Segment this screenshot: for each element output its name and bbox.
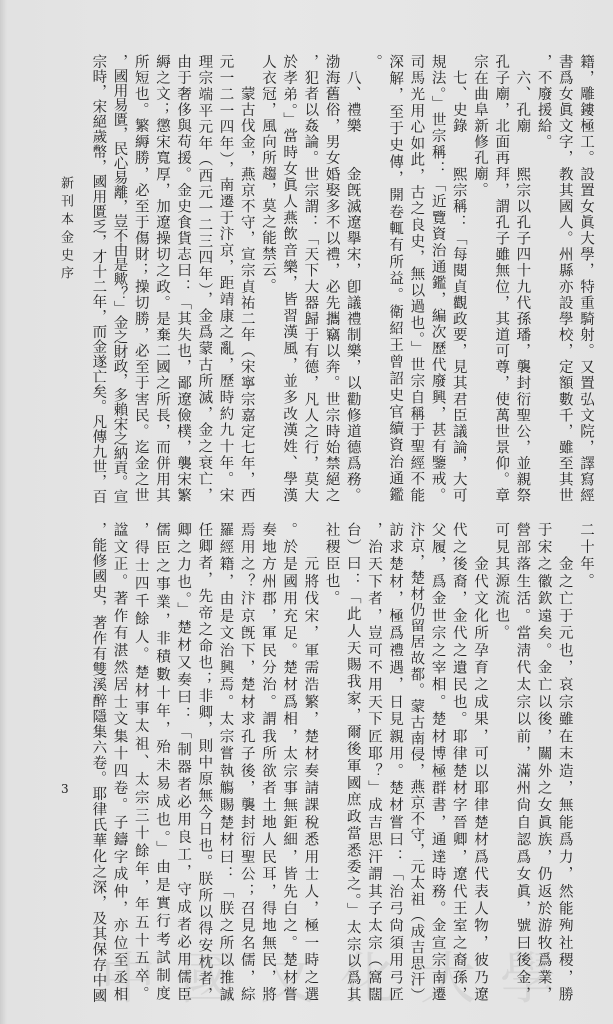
text-column: 理宗端平元年（西元一二三四年），金爲蒙古所滅，金之衰亡，	[196, 54, 213, 504]
text-column: 元一二一四年），南遷于汴京，距靖康之亂，歷時約九十年。宋	[217, 54, 234, 504]
text-column: 二十年。	[578, 522, 594, 591]
text-column: ，治天下者，豈可不用天下匠耶？」成吉思汗謂其子太宗（窩闊	[365, 522, 382, 1004]
text-column: 焉用之？汴京旣下，楚材求孔子後，襲封衍聖公；召見名儒，綜	[238, 522, 255, 1004]
text-column: 孔子廟，北面再拜，謂孔子雖無位，其道可尊，使萬世景仰。章	[493, 54, 510, 504]
text-column: 羅經籍，由是文治興焉。太宗嘗執觴賜楚材曰：「朕之所以推誠	[217, 522, 234, 1004]
text-column: 。	[365, 54, 382, 71]
page-number: 3	[61, 782, 69, 796]
text-column: 訪求楚材，極爲禮遇，日見親用。楚材嘗曰：「治弓尙須用弓匠	[387, 522, 404, 1004]
text-column: 奏地方州郡，軍民分治。謂我所欲者土地人民耳，得地無民，將	[259, 522, 276, 1004]
text-column: 任卿者，先帝之命也；非卿，則中原無今日也。朕所以得安枕者，	[196, 522, 213, 1004]
text-column: 於孝弟。」當時女眞人燕飲音樂，皆習漢風，並多改漢姓、學漢	[281, 54, 298, 504]
text-column: 汴京，楚材仍留居故都。蒙古南侵，燕京不守，元太祖（成吉思汗）	[408, 522, 425, 1004]
text-column: 人衣冠，風向所趨，莫之能禁云。	[259, 54, 276, 295]
text-column: ，不廢援給。	[535, 54, 552, 151]
text-column: 司馬光用心如此，古之良史，無以過也。」世宗自稱于聖經不能	[408, 54, 425, 504]
running-title: 新刊本金史序	[58, 176, 73, 284]
text-column: 儒臣之事業，非積數十年，殆未易成也。」由是實行考試制度	[153, 522, 170, 1004]
text-column: 金代文化所孕育之成果，可以耶律楚材爲代表人物，彼乃遼	[471, 522, 488, 1004]
text-column: 可見其源流也。	[493, 522, 510, 642]
upper-text-block	[87, 54, 596, 506]
text-column: ，犯者以姦論。世宗謂：「天下大器歸于有德，凡人之行，莫大	[302, 54, 319, 504]
text-column: 由于奢侈與苟援。金史食貨志曰：「其失也，鄙遼儉樸，襲宋繁	[175, 54, 192, 504]
text-column: 元將伐宋，軍需浩繁，楚材奏請課稅悉用士人，極一時之選	[302, 522, 319, 1004]
text-column: 宗在曲阜新修孔廟。	[471, 54, 488, 199]
text-column: 深解，至于史傳，開卷輒有所益。衛紹王曾詔史官續資治通鑑	[387, 54, 404, 504]
text-column: 金之亡于元也，哀宗雖在末造，無能爲力，然能殉社稷，勝	[556, 522, 573, 1004]
text-column: 代之後裔，金代之遺民也。耶律楚材字晉卿，遼代王室之裔孫，	[450, 522, 467, 1004]
text-column: 六、孔廟 熙宗以孔子四十九代孫璠，襲封衍聖公，並親祭	[514, 54, 531, 504]
text-column: 台）曰：「此人天賜我家，爾後軍國庶政當悉委之。」太宗以爲其	[344, 522, 361, 1004]
lower-text-block	[87, 522, 596, 1006]
text-column: 籍，雕鏤極工。設置女眞大學，特重騎射。又置弘文院，譯寫經	[578, 54, 594, 504]
watermark: 中國文化大學	[100, 947, 580, 1012]
text-column: 社稷臣也。	[323, 522, 340, 608]
text-column: 所短也。繁縟勝，必至于傷財；操切勝，必至于害民。迄金之世	[132, 54, 149, 504]
text-column: 八、禮樂 金旣滅遼擧宋，卽議禮制樂，以勸修道德爲務。	[344, 54, 361, 504]
text-column: 七、史錄 熙宗稱：「每閱貞觀政要，見其君臣議論，大可	[450, 54, 467, 504]
text-column: 卿之力也。」楚材又奏曰：「制器者必用良工，守成者必用儒臣	[175, 522, 192, 1004]
text-column: 渤海舊俗，男女婚娶多不以禮，必先攜竊以奔。世宗時始禁絕之	[323, 54, 340, 504]
text-column: ，國用易匱，民心易離，豈不由是歟？」金之財政，多賴宋之納貢。宣	[111, 54, 128, 504]
text-column: 蒙古伐金，燕京不守，宣宗貞祐二年（宋寧宗嘉定七年，西	[238, 54, 255, 504]
text-column: ，能修國史，著作有雙溪醉隱集六卷。耶律氏華化之深，及其保存中國	[90, 522, 107, 1004]
text-column: 縟之文；懲宋寬厚，加遼操切之政。是棄二國之所長，而併用其	[153, 54, 170, 504]
text-column: 于宋之徽欽遠矣。金亡以後，關外之女眞族，仍返於游牧爲業，	[535, 522, 552, 1004]
text-column: 宗時，宋絕歲幣，國用匱乏，才十二年，而金遂亡矣。凡傳九世，百	[90, 54, 107, 504]
text-column: 父履，爲金世宗之宰相。楚材博極群書，通達時務。金宣宗南遷	[429, 522, 446, 1004]
text-column: 書爲女眞文字，教其國人。州縣亦設學校，定額數千，雖至其世	[556, 54, 573, 504]
text-column: 。於是國用充足。楚材爲相，太宗事無鉅細，皆先白之。楚材嘗	[281, 522, 298, 1004]
text-column: 營部落生活。當淸代太宗以前，滿州尙自認爲女眞，號曰後金，	[514, 522, 531, 1004]
text-column: 規法。」世宗稱：「近覽資治通鑑，編次歷代廢興，甚有鑒戒。	[429, 54, 446, 504]
text-column: ，得士四千餘人。楚材事太祖、太宗三十餘年，年五十五卒。	[132, 522, 149, 1004]
text-column: 諡文正。著作有湛然居士文集十四卷。子鑄字成仲，亦位至丞相	[111, 522, 128, 1004]
